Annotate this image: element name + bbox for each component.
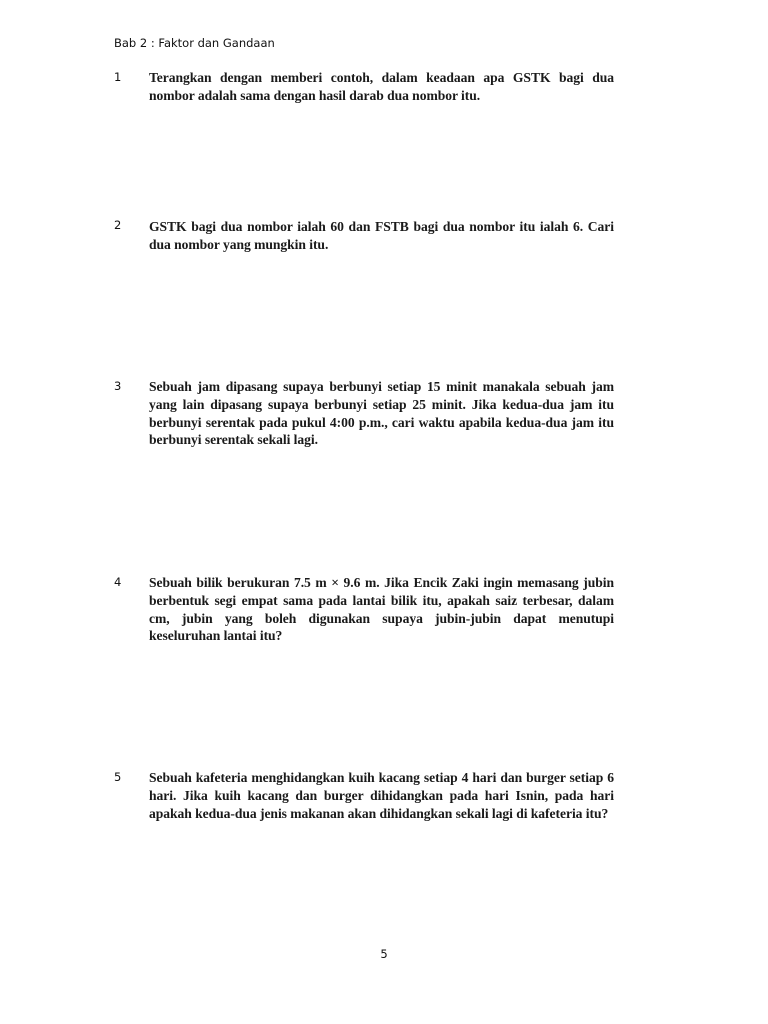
question-number: 3 [114, 379, 122, 393]
question-text: Sebuah bilik berukuran 7.5 m × 9.6 m. Jika Encik Zaki ingin memasang jubin berbentuk segi empat sama pada lantai bilik itu, apakah saiz terbesar, dalam cm, jubin yang boleh digunakan supaya jubin-jubin dapat menutupi keseluruhan lantai itu? [149, 575, 614, 644]
chapter-header: Bab 2 : Faktor dan Gandaan [114, 36, 275, 50]
question-number: 4 [114, 575, 122, 589]
question-number: 2 [114, 218, 122, 232]
question-text: Sebuah kafeteria menghidangkan kuih kacang setiap 4 hari dan burger setiap 6 hari. Jika kuih kacang dan burger dihidangkan pada hari Isnin, pada hari apakah kedua-dua jenis makanan akan dihidangkan sekali lagi di kafeteria itu? [149, 770, 614, 821]
question-text: GSTK bagi dua nombor ialah 60 dan FSTB bagi dua nombor itu ialah 6. Cari dua nombor yang mungkin itu. [149, 219, 614, 252]
question-text: Terangkan dengan memberi contoh, dalam keadaan apa GSTK bagi dua nombor adalah sama dengan hasil darab dua nombor itu. [149, 70, 614, 103]
page-number: 5 [380, 947, 388, 961]
question-number: 5 [114, 770, 122, 784]
question-text: Sebuah jam dipasang supaya berbunyi setiap 15 minit manakala sebuah jam yang lain dipasang supaya berbunyi setiap 25 minit. Jika kedua-dua jam itu berbunyi serentak pada pukul 4:00 p.m., cari waktu apabila kedua-dua jam itu berbunyi serentak sekali lagi. [149, 379, 614, 448]
question-number: 1 [114, 70, 122, 84]
